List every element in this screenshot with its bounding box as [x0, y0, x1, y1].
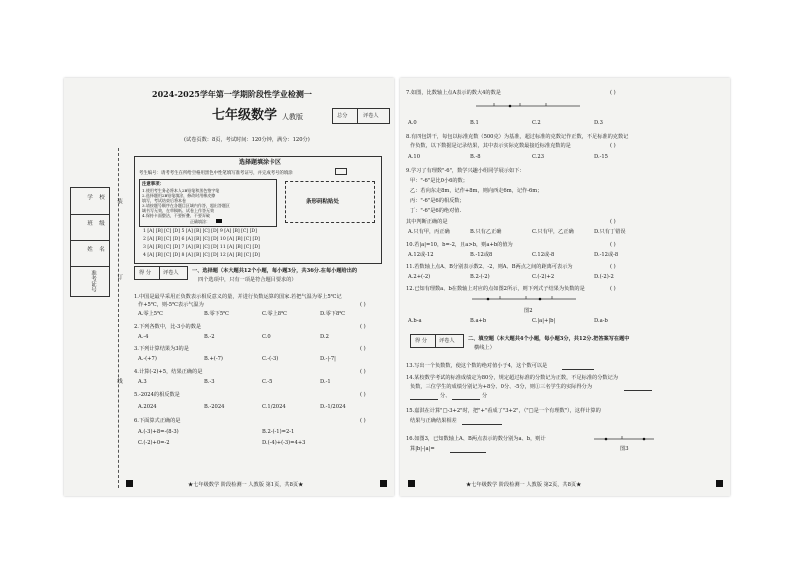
option: A.0: [408, 120, 417, 126]
answer-paren: ( ): [360, 369, 366, 375]
option: A.-4: [138, 334, 149, 340]
alignment-mark: [716, 480, 723, 487]
answer-paren: ( ): [610, 242, 616, 248]
option: C.零上8℃: [262, 311, 287, 317]
question-5: 5.-2024的相反数是: [134, 392, 180, 398]
figure-caption: 图3: [620, 446, 629, 452]
question-14-unit: 分: [482, 393, 488, 399]
option: C.1/2024: [262, 404, 286, 410]
answer-paren: ( ): [610, 219, 616, 225]
option: A.(-3)+8=-(8-3): [138, 429, 179, 435]
statement: 丁："-6"是6的绝对值.: [410, 208, 462, 214]
answer-paren: ( ): [360, 418, 366, 424]
number-line-fig3: [592, 432, 656, 446]
section2-heading: 二、填空题（本大题共4个小题，每小题3分，共12分.把答案写在题中: [468, 336, 630, 342]
question-12: 12.已知有理数a、b在数轴上对应的点如图2所示，则下列式子结果为负数的是: [406, 286, 585, 292]
answer-paren: ( ): [610, 286, 616, 292]
question-15: 15.嘉淇在计算"□-3+2"时，把"+"看成了"3+2"，（"□是一个有理数"），这样计算的: [406, 408, 601, 414]
option: B.+(-7): [204, 356, 223, 362]
answer-blank[interactable]: [624, 390, 652, 391]
answer-blank[interactable]: [462, 424, 502, 425]
answer-card: [134, 156, 382, 264]
grader-box: 得 分 评卷人: [410, 334, 464, 348]
fill-example-mark: [216, 219, 222, 223]
answer-blank[interactable]: [562, 369, 594, 370]
number-line-fig2: [470, 292, 580, 306]
answer-card-title: 选择题填涂卡区: [239, 159, 282, 166]
exam-number-note: 考生编号：请考考生在所给空格用黑色中性笔填写准考证号，并完成考号的填涂: [139, 171, 293, 176]
option: D.-1/2024: [320, 404, 346, 410]
option: D.-|-7|: [320, 356, 336, 362]
option: C.|a|+|b|: [532, 318, 556, 324]
question-15-cont: 结果与正确结果相差: [410, 418, 457, 424]
option: B.零下5℃: [204, 311, 229, 317]
question-14: 14.某校数学考试的标准成绩定为80分，规定超过标准的分数记为正数，不足标准的分数记为: [406, 375, 618, 381]
answer-paren: ( ): [360, 302, 366, 308]
alignment-mark: [126, 480, 133, 487]
binding-mark: 装: [116, 198, 122, 204]
option: B.-2024: [204, 404, 225, 410]
question-14-cont: 负数，三位学生的成绩分别记为+8分、0分、-5分，则①三名学生的实际得分为: [410, 384, 593, 390]
notice-box: 注意事项： 1.使用考生务必将本人2B铅笔和黑色签字笔 2.选择题用2B铅笔填涂，修改时用橡皮擦 填写，考试结束后将本卷 3.请按题号顺序在各题目区域内作答，超出答题区 域书写无效，在草稿纸、试卷上作答无效 4.保持卡面整洁，不要折叠、不要弄破 正确填涂：: [139, 179, 277, 227]
question-9-ask: 其中判断正确的是: [406, 219, 448, 225]
question-7: 7.如图，比数轴上点A表示的数大4的数是: [406, 90, 501, 96]
question-11: 11.若数轴上点A、B分别表示数2、-2，则A、B两点之间的距离可表示为: [406, 264, 573, 270]
student-info-strip: 学 校 班 级 姓 名 准考证号: [70, 187, 110, 297]
option: D.-15: [594, 154, 608, 160]
option: B.-2: [204, 334, 215, 340]
page-footer: ★七年级数学 阶段检测一 人教版 第1页，共8页★: [188, 482, 304, 488]
answer-paren: ( ): [610, 90, 616, 96]
option: A.12或-12: [408, 252, 434, 258]
section2-subheading: 横线上）: [474, 345, 495, 351]
option: C.12或-8: [532, 252, 555, 258]
question-8: 8.有四包饼干，每包以标准克数（500克）为基准，超过标准的克数记作正数，不足标准的克数记: [406, 134, 629, 140]
option: C.-(-3): [262, 356, 279, 362]
score-box: 总分 评卷人: [332, 108, 390, 124]
question-3: 3.下列计算结果为3的是: [134, 346, 189, 352]
option: C.只有甲，乙正确: [532, 229, 574, 235]
question-16: 16.如图3，已知数轴上A、B两点表示的数分别为a、b，则计: [406, 436, 546, 442]
option: A.只有甲，丙正确: [408, 229, 450, 235]
option: A.-(+7): [138, 356, 157, 362]
option: A.2+(-2): [408, 274, 431, 280]
section1-heading: 一、选择题（本大题共12个小题，每小题3分，共36分.在每小题给出的: [192, 268, 358, 274]
option: D.只有丁错误: [594, 229, 626, 235]
binding-mark: 线: [116, 378, 122, 384]
exam-title: 2024-2025学年第一学期阶段性学业检测一: [152, 89, 312, 99]
option: D.(-2)-2: [594, 274, 614, 280]
left-page: [64, 78, 394, 496]
option: D.a-b: [594, 318, 608, 324]
option: D.2: [320, 334, 329, 340]
question-4: 4.计算(-2)+5，结果正确的是: [134, 369, 203, 375]
option: C.0: [262, 334, 271, 340]
option: C.(-2)+0=-2: [138, 440, 170, 446]
question-13: 13.写出一个负数数，使这个数的绝对值小于4，这个数可以是: [406, 363, 548, 369]
number-line-q7: [474, 98, 584, 114]
option: B.2-(-2): [470, 274, 490, 280]
right-page: [400, 78, 730, 496]
option: B.-3: [204, 379, 215, 385]
answer-blank[interactable]: [452, 399, 480, 400]
statement: 甲："-6"是比0小6的数；: [410, 178, 468, 184]
omr-row[interactable]: 2 [A] [B] [C] [D] 6 [A] [B] [C] [D] 10 [A] [B] [C] [D]: [143, 237, 260, 242]
option: D.-12或-8: [594, 252, 619, 258]
option: D.3: [594, 120, 603, 126]
page-footer: ★七年级数学 阶段检测一 人教版 第2页，共8页★: [466, 482, 582, 488]
statement: 乙：若向东走8m，记作+8m，则向西走6m，记作-6m；: [410, 188, 543, 194]
binding-mark: 订: [116, 274, 122, 280]
option: A.10: [408, 154, 420, 160]
option: A.b-a: [408, 318, 422, 324]
option: B.只有乙正确: [470, 229, 502, 235]
option: A.3: [138, 379, 147, 385]
subject-title: 七年级数学: [212, 108, 278, 123]
option: A.2024: [138, 404, 157, 410]
exam-number-box[interactable]: [335, 168, 347, 175]
figure-caption: 图2: [524, 308, 533, 314]
omr-row[interactable]: 1 [A] [B] [C] [D] 5 [A] [B] [C] [D] 9 [A] [B] [C] [D]: [143, 229, 257, 234]
statement: 丙："-6"是6的相反数；: [410, 198, 465, 204]
answer-paren: ( ): [360, 392, 366, 398]
question-6: 6.下面算式正确的是: [134, 418, 181, 424]
edition-label: 人教版: [282, 113, 303, 121]
answer-paren: ( ): [610, 264, 616, 270]
barcode-area: 条形码粘贴处: [285, 181, 375, 223]
option: A.零上5℃: [138, 311, 163, 317]
option: B.a+b: [470, 318, 487, 324]
question-10: 10.若|a|=10，b=-2，且a>b，则a+b的值为: [406, 242, 513, 248]
answer-blank[interactable]: [450, 452, 486, 453]
option: B.2-(-1)=2-1: [262, 429, 295, 435]
grader-box: 得 分 评卷人: [134, 266, 188, 280]
option: B.-12或8: [470, 252, 493, 258]
option: C.(-2)+2: [532, 274, 555, 280]
exam-info: (试卷页数：8页，考试时间：120分钟，满分：120分): [184, 137, 310, 143]
question-1-cont: 作+5℃，则-5℃表示气温为: [138, 302, 204, 308]
question-8-cont: 作负数，以下数据是记录结果，其中表示实际克数最接近标准克数的是: [410, 143, 571, 149]
section1-subheading: 四个选项中，只有一项是符合题目要求的）: [198, 277, 297, 283]
question-14-unit: 分、: [440, 393, 451, 399]
answer-paren: ( ): [610, 143, 616, 149]
option: D.-1: [320, 379, 331, 385]
question-16-cont: 算|b|-|a|=: [410, 446, 435, 452]
answer-paren: ( ): [360, 346, 366, 352]
answer-blank[interactable]: [410, 399, 438, 400]
option: C.23: [532, 154, 545, 160]
question-9: 9.学习了有理数"-6"，数学兴趣小组同学展示如下：: [406, 168, 525, 174]
option: B.-8: [470, 154, 481, 160]
omr-row[interactable]: 4 [A] [B] [C] [D] 8 [A] [B] [C] [D] 12 [A] [B] [C] [D]: [143, 253, 260, 258]
alignment-mark: [408, 480, 415, 487]
option: B.1: [470, 120, 479, 126]
option: C.-5: [262, 379, 273, 385]
option: D.零下8℃: [320, 311, 346, 317]
option: C.2: [532, 120, 541, 126]
alignment-mark: [380, 480, 387, 487]
answer-paren: ( ): [360, 324, 366, 330]
question-2: 2.下列各数中，比-3小的数是: [134, 324, 202, 330]
question-1: 1.中国是最早采用正负数表示相反意义的量，并进行负数运算的国家.若把气温为零上5℃记: [134, 294, 342, 300]
omr-row[interactable]: 3 [A] [B] [C] [D] 7 [A] [B] [C] [D] 11 [A] [B] [C] [D]: [143, 245, 260, 250]
option: D.(-4)+(-3)=4+3: [262, 440, 306, 446]
